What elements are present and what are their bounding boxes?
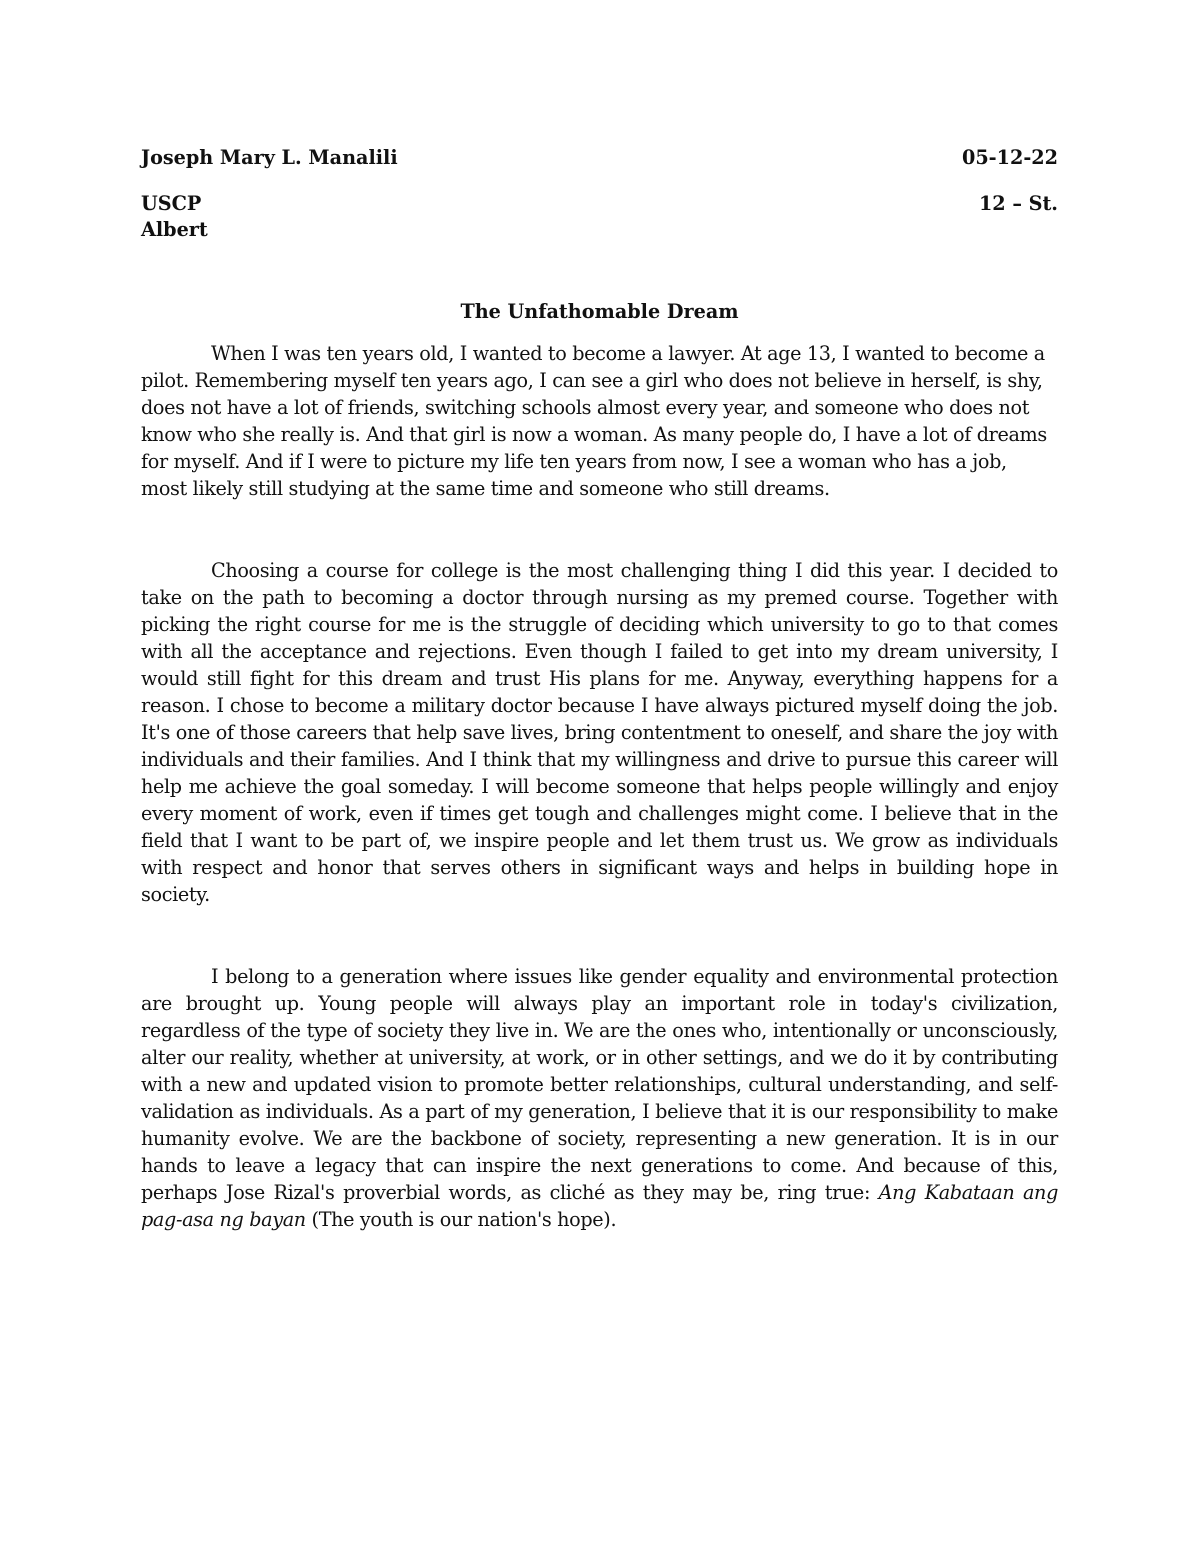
author-name: Joseph Mary L. Manalili — [141, 146, 398, 169]
class-section-continued: Albert — [141, 218, 208, 241]
document-content — [141, 141, 1058, 1233]
filipino-quote: Ang Kabataan ang pag-asa ng bayan — [141, 1181, 1059, 1231]
essay-paragraph-2: Choosing a course for college is the most challenging thing I did this year. I decided to take on the path to becoming a doctor through nursing as my premed course. Together with picking the right course for me is the struggle of deciding which university to go to that comes with all the acceptance and rejections. Even though I failed to get into my dream university, I would still fight for this dream and trust His plans for me. Anyway, everything happens for a reason. I chose to become a military doctor because I have always pictured myself doing the job. It's one of those careers that help save lives, bring contentment to oneself, and share the joy with individuals and their families. And I think that my willingness and drive to pursue this career will help me achieve the goal someday. I will become someone that helps people willingly and enjoy every moment of work, even if times get tough and challenges might come. I believe that in the field that I want to be part of, we inspire people and let them trust us. We grow as individuals with respect and honor that serves others in significant ways and helps in building hope in society. — [141, 559, 1058, 906]
header-row-author — [141, 145, 1058, 171]
class-section: 12 – St. — [978, 192, 1058, 215]
school-name: USCP — [141, 192, 202, 215]
paragraph-3-text: I belong to a generation where issues like gender equality and environmental protection are brought up. Young people will always play an important role in today's civilization, regardless of the type of society they live in. We are the ones who, intentionally or unconsciously, alter our reality, whether at university, at work, or in other settings, and we do it by contributing with a new and updated vision to promote better relationships, cultural understanding, and self-validation as individuals. As a part of my generation, I believe that it is our responsibility to make humanity evolve. We are the backbone of society, representing a new generation. It is in our hands to leave a legacy that can inspire the next generations to come. And because of this, perhaps Jose Rizal's proverbial words, as cliché as they may be, ring true: — [141, 965, 1058, 1204]
essay-paragraph-3 — [141, 963, 1058, 1233]
document-date: 05-12-22 — [961, 146, 1058, 169]
header-row-school — [141, 191, 1058, 217]
essay-paragraph-1: When I was ten years old, I wanted to become a lawyer. At age 13, I wanted to become a pilot. Remembering myself ten years ago, I can see a girl who does not believe in herself, is shy, does not have a lot of friends, switching schools almost every year, and someone who does not know who she really is. And that girl is now a woman. As many people do, I have a lot of dreams for myself. And if I were to picture my life ten years from now, I see a woman who has a job, most likely still studying at the same time and someone who still dreams. — [141, 342, 1047, 500]
paragraph-3-ending: (The youth is our nation's hope). — [305, 1208, 617, 1231]
essay-title: The Unfathomable Dream — [460, 300, 739, 323]
